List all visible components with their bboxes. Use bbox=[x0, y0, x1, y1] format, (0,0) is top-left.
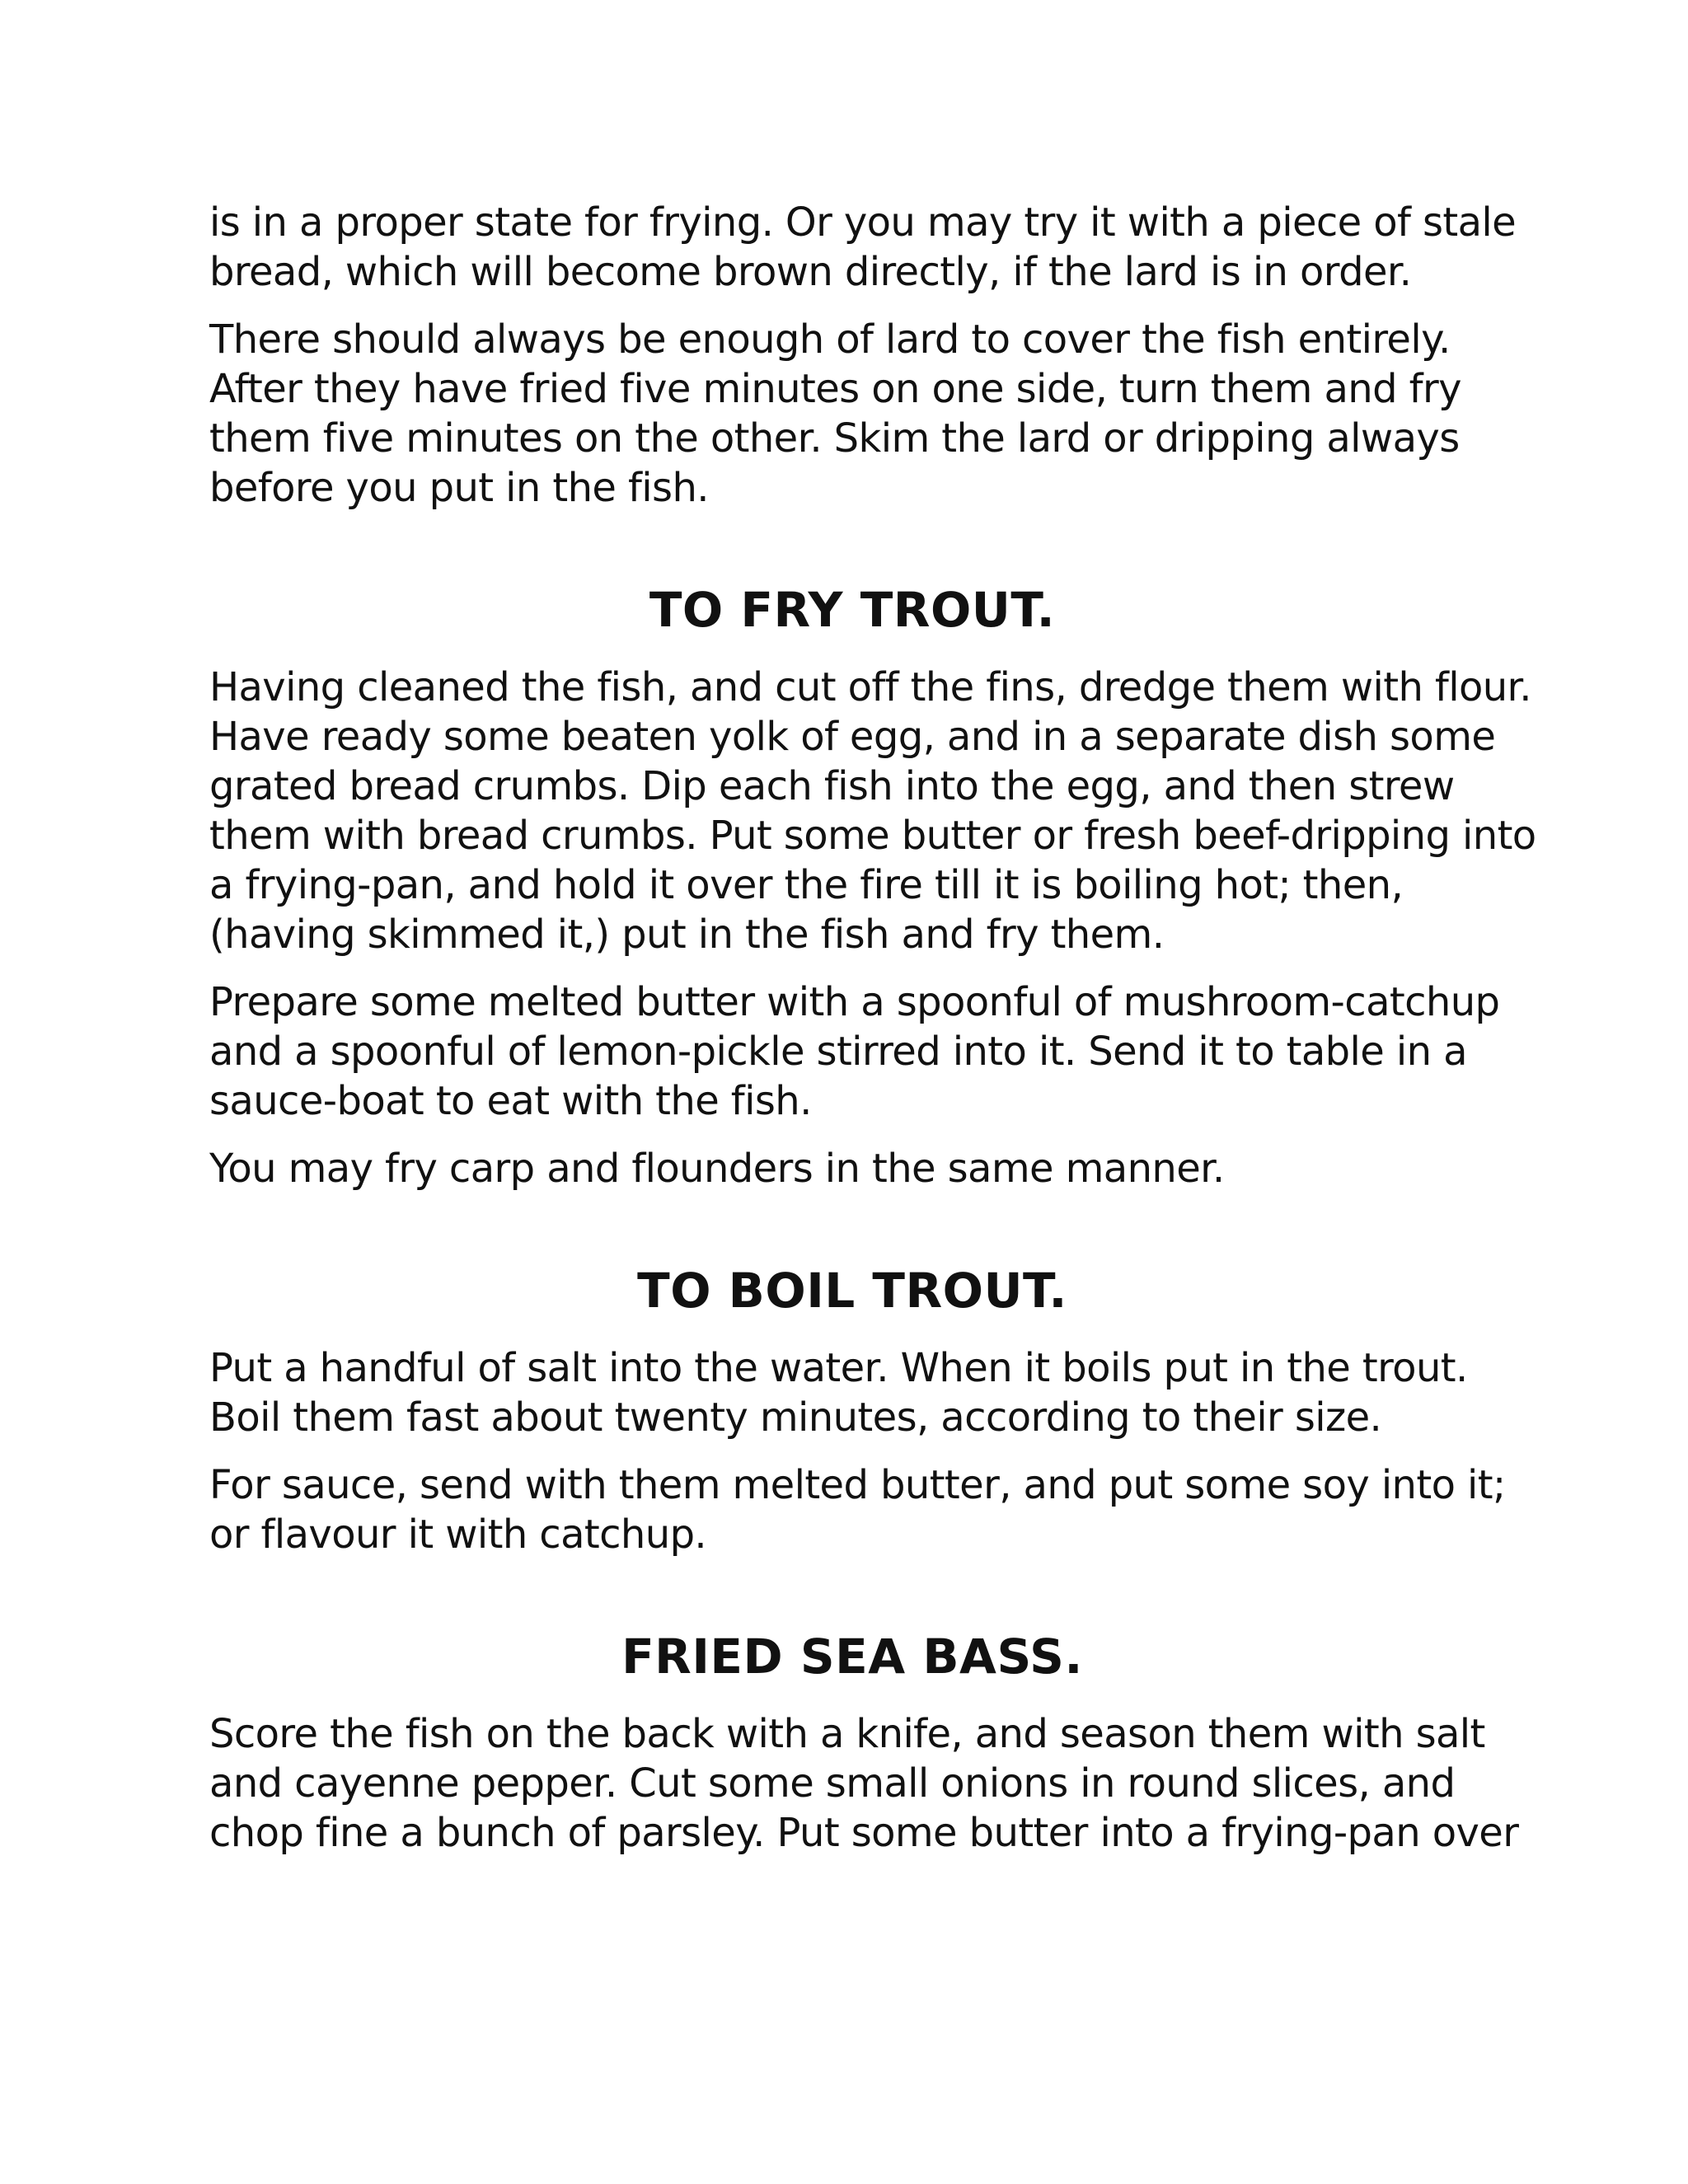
section-heading-boil-trout: TO BOIL TROUT. bbox=[637, 1263, 1067, 1319]
text-line: a frying-pan, and hold it over the fire till it is boiling hot; then, bbox=[209, 862, 1404, 908]
text-line: Prepare some melted butter with a spoonful of mushroom-catchup bbox=[209, 979, 1500, 1025]
text-line: Have ready some beaten yolk of egg, and in a separate dish some bbox=[209, 714, 1496, 760]
text-line: grated bread crumbs. Dip each fish into the egg, and then strew bbox=[209, 763, 1455, 809]
text-line: and a spoonful of lemon-pickle stirred into it. Send it to table in a bbox=[209, 1029, 1467, 1075]
paragraph bbox=[209, 198, 1517, 297]
paragraph bbox=[209, 977, 1500, 1126]
text-line: chop fine a bunch of parsley. Put some butter into a frying-pan over bbox=[209, 1810, 1519, 1856]
section-heading-fried-sea-bass: FRIED SEA BASS. bbox=[621, 1629, 1083, 1685]
paragraph bbox=[209, 1709, 1519, 1858]
text-line: (having skimmed it,) put in the fish and fry them. bbox=[209, 912, 1165, 958]
text-line: After they have fried five minutes on one side, turn them and fry bbox=[209, 366, 1461, 412]
paragraph bbox=[209, 1144, 1495, 1193]
paragraph bbox=[209, 315, 1495, 513]
text-line: is in a proper state for frying. Or you may try it with a piece of stale bbox=[209, 199, 1517, 246]
text-line: You may fry carp and flounders in the same manner. bbox=[209, 1146, 1225, 1192]
text-line: before you put in the fish. bbox=[209, 465, 709, 511]
document-page bbox=[209, 198, 1536, 1876]
paragraph bbox=[209, 1343, 1495, 1442]
paragraph bbox=[209, 1460, 1506, 1559]
text-line: Having cleaned the fish, and cut off the fins, dredge them with flour. bbox=[209, 664, 1531, 710]
text-line: For sauce, send with them melted butter, and put some soy into it; bbox=[209, 1462, 1506, 1508]
section-heading-fry-trout: TO FRY TROUT. bbox=[649, 582, 1056, 638]
text-line: and cayenne pepper. Cut some small onions in round slices, and bbox=[209, 1760, 1456, 1807]
text-line: them five minutes on the other. Skim the lard or dripping always bbox=[209, 415, 1460, 462]
text-line: or flavour it with catchup. bbox=[209, 1511, 707, 1558]
text-line: Boil them fast about twenty minutes, according to their size. bbox=[209, 1394, 1382, 1441]
paragraph bbox=[209, 663, 1536, 959]
text-line: them with bread crumbs. Put some butter or fresh beef-dripping into bbox=[209, 813, 1536, 859]
text-line: There should always be enough of lard to cover the fish entirely. bbox=[209, 316, 1451, 363]
text-line: sauce-boat to eat with the fish. bbox=[209, 1078, 812, 1124]
text-line: Put a handful of salt into the water. When it boils put in the trout. bbox=[209, 1345, 1468, 1391]
text-line: Score the fish on the back with a knife, and season them with salt bbox=[209, 1711, 1485, 1757]
text-line: bread, which will become brown directly, if the lard is in order. bbox=[209, 249, 1412, 295]
